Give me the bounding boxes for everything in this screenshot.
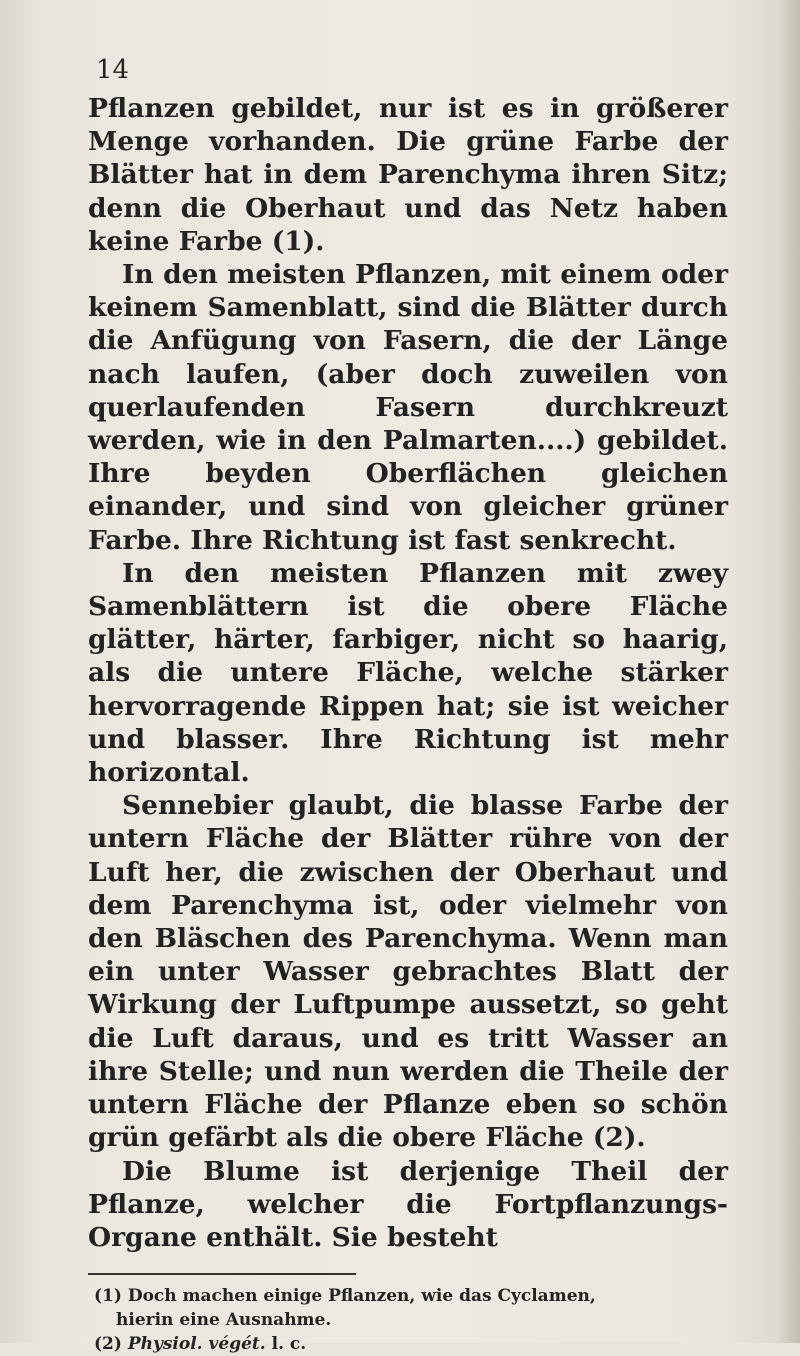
page-number: 14 [96,55,130,85]
footnote-2-ref: l. c. [271,1334,307,1354]
paragraph-4: Sennebier glaubt, die blasse Farbe der untern Fläche der Blätter rühre von der Luft her, die zwischen der Oberhaut und dem Parenchyma ist, oder vielmehr von den Bläschen des Parenchyma. Wenn man ein unter Wasser gebrachtes Blatt der Wirkung der Luftpumpe aussetzt, so geht die Luft daraus, und es tritt Wasser an ihre Stelle; und nun werden die Theile der untern Fläche der Pflanze eben so schön grün gefärbt als die obere Fläche (2). [88,790,728,1154]
page-edge-shadow [778,0,800,1343]
paragraph-5: Die Blume ist derjenige Theil der Pflanze, welcher die Fortpflanzungs-Organe enthält. Sie besteht [88,1155,728,1253]
footnote-1-line-1: (1) Doch machen einige Pflanzen, wie das Cyclamen, [94,1286,596,1306]
paragraph-2: In den meisten Pflanzen, mit einem oder keinem Samenblatt, sind die Blätter durch die Anfügung von Fasern, die der Länge nach laufen, (aber doch zuweilen von querlaufenden Fasern durchkreuzt werden, wie in den Palmarten....) gebildet. Ihre beyden Oberflächen gleichen einander, und sind von gleicher grüner Farbe. Ihre Richtung ist fast senkrecht. [88,259,728,556]
paragraph-1: Pflanzen gebildet, nur ist es in größerer Menge vorhanden. Die grüne Farbe der Blätter hat in dem Parenchyma ihren Sitz; denn die Oberhaut und das Netz haben keine Farbe (1). [88,93,728,257]
footnotes [94,1284,734,1356]
main-text-block [88,92,728,1254]
footnote-1-line-2: hierin eine Ausnahme. [116,1310,332,1330]
footnote-2-source: Physiol. végét. [127,1334,266,1354]
footnote-divider [88,1273,356,1275]
footnote-2-label: (2) [94,1334,122,1354]
footnote-2 [94,1332,734,1356]
paragraph-3: In den meisten Pflanzen mit zwey Samenblättern ist die obere Fläche glätter, härter, farbiger, nicht so haarig, als die untere Fläche, welche stärker hervorragende Rippen hat; sie ist weicher und blasser. Ihre Richtung ist mehr horizontal. [88,557,728,789]
